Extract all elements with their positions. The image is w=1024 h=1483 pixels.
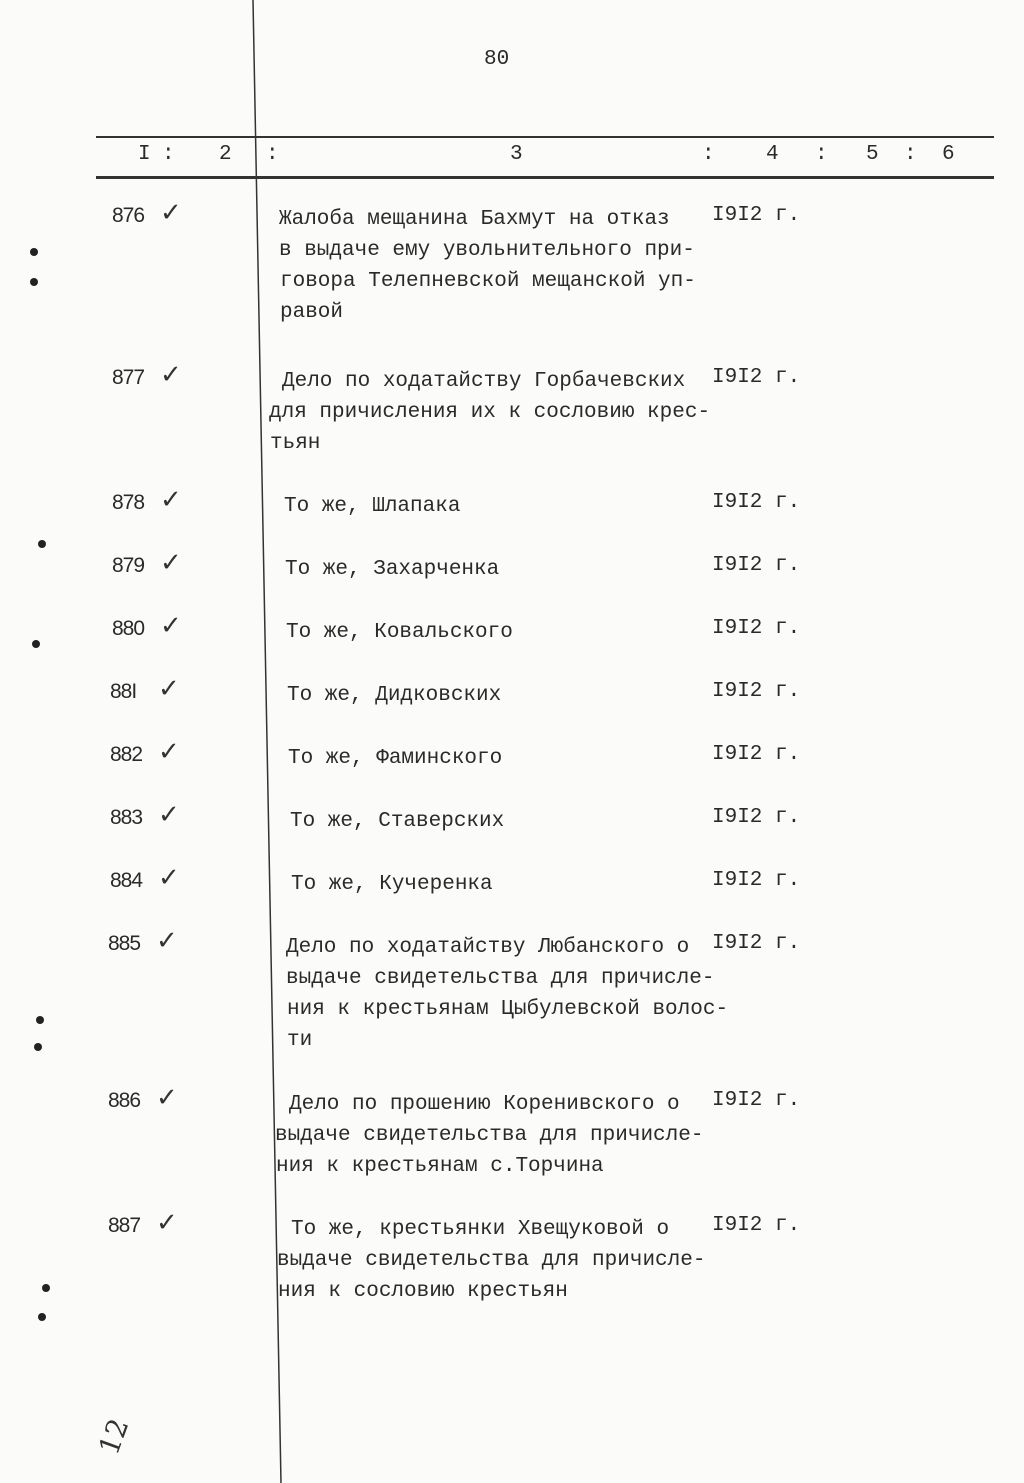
binding-hole [32, 640, 40, 648]
handwritten-signature: 12 [92, 1414, 136, 1459]
header-col-5: 5 [866, 143, 879, 166]
entry-description-line: ния к сословию крестьян [278, 1280, 568, 1303]
entry-description-line: ния к крестьянам Цыбулевской волос- [287, 998, 729, 1021]
entry-description-line: Жалоба мещанина Бахмут на отказ [279, 208, 670, 231]
entry-year: I9I2 г. [712, 806, 801, 829]
header-sep: : [904, 143, 917, 166]
entry-year: I9I2 г. [712, 680, 801, 703]
binding-hole [30, 248, 38, 256]
entry-year: I9I2 г. [712, 869, 801, 892]
checkmark-icon: ✓ [158, 863, 180, 893]
entry-year: I9I2 г. [712, 1089, 801, 1112]
entry-description-line: То же, Ставерских [290, 810, 505, 833]
header-sep: : [162, 143, 175, 166]
entry-year: I9I2 г. [712, 204, 801, 227]
checkmark-icon: ✓ [160, 611, 182, 641]
page-number: 80 [484, 48, 510, 71]
entry-number: 887 [108, 1214, 141, 1237]
binding-hole [36, 1016, 44, 1024]
entry-description-line: То же, Дидковских [287, 684, 502, 707]
entry-description-line: выдаче свидетельства для причисле- [286, 967, 715, 990]
header-top-rule [96, 136, 994, 138]
entry-number: 876 [112, 204, 145, 227]
entry-number: 884 [110, 869, 143, 892]
entry-description-line: выдаче свидетельства для причисле- [275, 1124, 704, 1147]
checkmark-icon: ✓ [156, 926, 178, 956]
entry-description-line: говора Телепневской мещанской уп- [280, 270, 696, 293]
header-sep: : [266, 143, 279, 166]
checkmark-icon: ✓ [158, 737, 180, 767]
entry-description-line: То же, Кучеренка [291, 873, 493, 896]
entry-year: I9I2 г. [712, 743, 801, 766]
checkmark-icon: ✓ [160, 198, 182, 228]
entry-description-line: То же, Захарченка [285, 558, 500, 581]
checkmark-icon: ✓ [156, 1208, 178, 1238]
binding-hole [34, 1043, 42, 1051]
entry-description-line: То же, Фаминского [288, 747, 503, 770]
entry-description-line: Дело по прошению Коренивского о [289, 1093, 680, 1116]
header-sep: : [815, 143, 828, 166]
entry-description-line: Дело по ходатайству Горбачевских [282, 370, 686, 393]
checkmark-icon: ✓ [160, 360, 182, 390]
entry-description-line: ния к крестьянам с.Торчина [276, 1155, 604, 1178]
binding-hole [38, 540, 46, 548]
entry-description-line: То же, Ковальского [286, 621, 513, 644]
entry-year: I9I2 г. [712, 491, 801, 514]
entry-description-line: равой [280, 301, 344, 324]
entry-description-line: ти [287, 1029, 313, 1052]
entry-year: I9I2 г. [712, 1214, 801, 1237]
entry-year: I9I2 г. [712, 366, 801, 389]
header-col-6: 6 [942, 143, 955, 166]
checkmark-icon: ✓ [160, 548, 182, 578]
entry-description-line: То же, крестьянки Хвещуковой о [291, 1218, 670, 1241]
entry-number: 883 [110, 806, 143, 829]
binding-hole [42, 1284, 50, 1292]
entry-description-line: для причисления их к сословию крес- [269, 401, 711, 424]
header-col-2: 2 [219, 143, 232, 166]
entry-description-line: То же, Шлапака [284, 495, 461, 518]
entry-number: 886 [108, 1089, 141, 1112]
header-col-4: 4 [766, 143, 779, 166]
entry-number: 878 [112, 491, 145, 514]
header-col-3: 3 [510, 143, 523, 166]
entry-number: 885 [108, 932, 141, 955]
checkmark-icon: ✓ [158, 674, 180, 704]
header-col-1: I [138, 143, 151, 166]
entry-year: I9I2 г. [712, 617, 801, 640]
entry-number: 880 [112, 617, 145, 640]
checkmark-icon: ✓ [160, 485, 182, 515]
entry-year: I9I2 г. [712, 554, 801, 577]
checkmark-icon: ✓ [156, 1083, 178, 1113]
binding-hole [38, 1313, 46, 1321]
entry-number: 88I [110, 680, 137, 703]
entry-year: I9I2 г. [712, 932, 801, 955]
header-bottom-rule [96, 176, 994, 179]
entry-description-line: выдаче свидетельства для причисле- [277, 1249, 706, 1272]
binding-hole [30, 278, 38, 286]
entry-number: 877 [112, 366, 145, 389]
entry-number: 879 [112, 554, 145, 577]
entry-description-line: в выдаче ему увольнительного при- [279, 239, 695, 262]
checkmark-icon: ✓ [158, 800, 180, 830]
entry-description-line: Дело по ходатайству Любанского о [286, 936, 690, 959]
entry-number: 882 [110, 743, 143, 766]
header-sep: : [702, 143, 715, 166]
entry-description-line: тьян [270, 432, 321, 455]
